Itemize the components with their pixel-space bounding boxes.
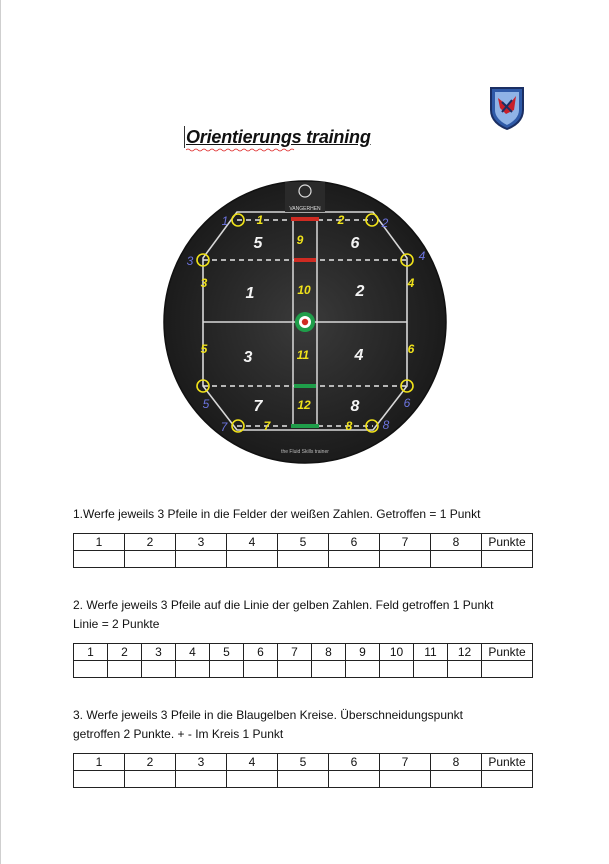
task-2-score-table <box>73 643 533 678</box>
header-cell: 8 <box>431 534 482 551</box>
header-cell: 6 <box>329 754 380 771</box>
orientation-dartboard <box>163 180 447 464</box>
score-cell[interactable] <box>414 661 448 678</box>
white-number-7: 7 <box>253 398 263 415</box>
score-cell[interactable] <box>380 551 431 568</box>
score-cell[interactable] <box>244 661 278 678</box>
white-number-5: 5 <box>253 235 263 252</box>
score-cell[interactable] <box>346 661 380 678</box>
white-number-2: 2 <box>355 283 365 300</box>
header-cell: 1 <box>74 644 108 661</box>
table-input-row <box>74 771 533 788</box>
score-cell[interactable] <box>278 661 312 678</box>
yellow-number-10: 10 <box>297 283 311 297</box>
header-cell: 4 <box>176 644 210 661</box>
white-number-6: 6 <box>350 235 360 252</box>
header-cell: 11 <box>414 644 448 661</box>
document-title <box>186 127 371 148</box>
header-cell: 3 <box>142 644 176 661</box>
points-cell[interactable] <box>482 771 533 788</box>
task-3-instruction-line-1: 3. Werfe jeweils 3 Pfeile in die Blaugelben Kreise. Überschneidungspunkt <box>73 708 464 722</box>
score-cell[interactable] <box>380 661 414 678</box>
score-cell[interactable] <box>431 771 482 788</box>
header-cell: 8 <box>312 644 346 661</box>
header-cell: 2 <box>125 534 176 551</box>
blue-number-7: 7 <box>220 420 228 434</box>
yellow-number-8: 8 <box>345 419 353 433</box>
blue-number-1: 1 <box>221 214 229 228</box>
task-2-instruction-line-2: Linie = 2 Punkte <box>73 617 160 631</box>
score-cell[interactable] <box>431 551 482 568</box>
header-cell: 1 <box>74 534 125 551</box>
header-cell: 1 <box>74 754 125 771</box>
red-bar-top <box>291 217 319 221</box>
score-cell[interactable] <box>329 771 380 788</box>
header-cell-points: Punkte <box>482 644 533 661</box>
text-cursor <box>184 126 185 148</box>
document-title-text: Orientierungs training <box>186 127 371 147</box>
header-cell: 6 <box>244 644 278 661</box>
page-edge <box>0 0 1 864</box>
white-number-4: 4 <box>354 347 364 364</box>
task-3-score-table <box>73 753 533 788</box>
header-cell: 4 <box>227 754 278 771</box>
header-cell: 7 <box>380 754 431 771</box>
green-bar-lower <box>294 384 316 388</box>
bullseye-inner <box>302 319 308 325</box>
score-cell[interactable] <box>380 771 431 788</box>
task-1-instruction: 1.Werfe jeweils 3 Pfeile in die Felder der weißen Zahlen. Getroffen = 1 Punkt <box>73 507 481 521</box>
header-cell: 3 <box>176 754 227 771</box>
table-header-row <box>74 754 533 771</box>
score-cell[interactable] <box>176 551 227 568</box>
blue-number-3: 3 <box>186 254 194 268</box>
header-cell: 8 <box>431 754 482 771</box>
points-cell[interactable] <box>482 661 533 678</box>
table-input-row <box>74 661 533 678</box>
header-cell: 4 <box>227 534 278 551</box>
yellow-number-7: 7 <box>263 419 271 433</box>
red-bar-mid <box>294 258 316 262</box>
white-number-3: 3 <box>243 349 253 366</box>
score-cell[interactable] <box>210 661 244 678</box>
score-cell[interactable] <box>74 771 125 788</box>
header-cell: 2 <box>125 754 176 771</box>
club-crest-icon <box>488 84 526 130</box>
header-cell: 5 <box>278 754 329 771</box>
task-3-instruction-line-2: getroffen 2 Punkte. + - Im Kreis 1 Punkt <box>73 727 284 741</box>
header-cell: 3 <box>176 534 227 551</box>
score-cell[interactable] <box>125 551 176 568</box>
brand-text: VANGERHEN <box>289 206 321 212</box>
header-cell: 2 <box>108 644 142 661</box>
header-cell: 12 <box>448 644 482 661</box>
score-cell[interactable] <box>278 771 329 788</box>
yellow-number-2: 2 <box>337 213 345 227</box>
score-cell[interactable] <box>312 661 346 678</box>
header-cell: 7 <box>278 644 312 661</box>
yellow-number-11: 11 <box>296 348 310 362</box>
blue-number-6: 6 <box>403 396 411 410</box>
header-cell-points: Punkte <box>482 754 533 771</box>
header-cell: 9 <box>346 644 380 661</box>
yellow-number-12: 12 <box>297 398 311 412</box>
score-cell[interactable] <box>108 661 142 678</box>
yellow-number-6: 6 <box>407 342 415 356</box>
table-input-row <box>74 551 533 568</box>
spellcheck-underline <box>186 148 376 152</box>
task-3-instruction <box>73 706 463 744</box>
header-cell: 5 <box>278 534 329 551</box>
task-2-instruction-line-1: 2. Werfe jeweils 3 Pfeile auf die Linie der gelben Zahlen. Feld getroffen 1 Punkt <box>73 598 494 612</box>
score-cell[interactable] <box>227 551 278 568</box>
points-cell[interactable] <box>482 551 533 568</box>
white-number-1: 1 <box>245 285 255 302</box>
header-cell-points: Punkte <box>482 534 533 551</box>
yellow-number-9: 9 <box>296 233 304 247</box>
task-2-instruction <box>73 596 493 634</box>
blue-number-8: 8 <box>382 418 390 432</box>
yellow-number-5: 5 <box>200 342 208 356</box>
white-number-8: 8 <box>350 398 360 415</box>
score-cell[interactable] <box>176 771 227 788</box>
score-cell[interactable] <box>227 771 278 788</box>
board-footer: the Fluid Skills trainer <box>281 449 329 455</box>
header-cell: 7 <box>380 534 431 551</box>
score-cell[interactable] <box>74 661 108 678</box>
score-cell[interactable] <box>448 661 482 678</box>
header-cell: 5 <box>210 644 244 661</box>
score-cell[interactable] <box>74 551 125 568</box>
blue-number-4: 4 <box>418 249 426 263</box>
score-cell[interactable] <box>176 661 210 678</box>
score-cell[interactable] <box>278 551 329 568</box>
green-bar-bottom <box>291 424 319 428</box>
blue-number-2: 2 <box>381 216 389 230</box>
score-cell[interactable] <box>125 771 176 788</box>
blue-number-5: 5 <box>202 397 210 411</box>
task-1-score-table <box>73 533 533 568</box>
score-cell[interactable] <box>142 661 176 678</box>
table-header-row <box>74 644 533 661</box>
yellow-number-3: 3 <box>200 276 208 290</box>
score-cell[interactable] <box>329 551 380 568</box>
header-cell: 6 <box>329 534 380 551</box>
header-cell: 10 <box>380 644 414 661</box>
yellow-number-1: 1 <box>256 213 264 227</box>
yellow-number-4: 4 <box>407 276 415 290</box>
table-header-row <box>74 534 533 551</box>
